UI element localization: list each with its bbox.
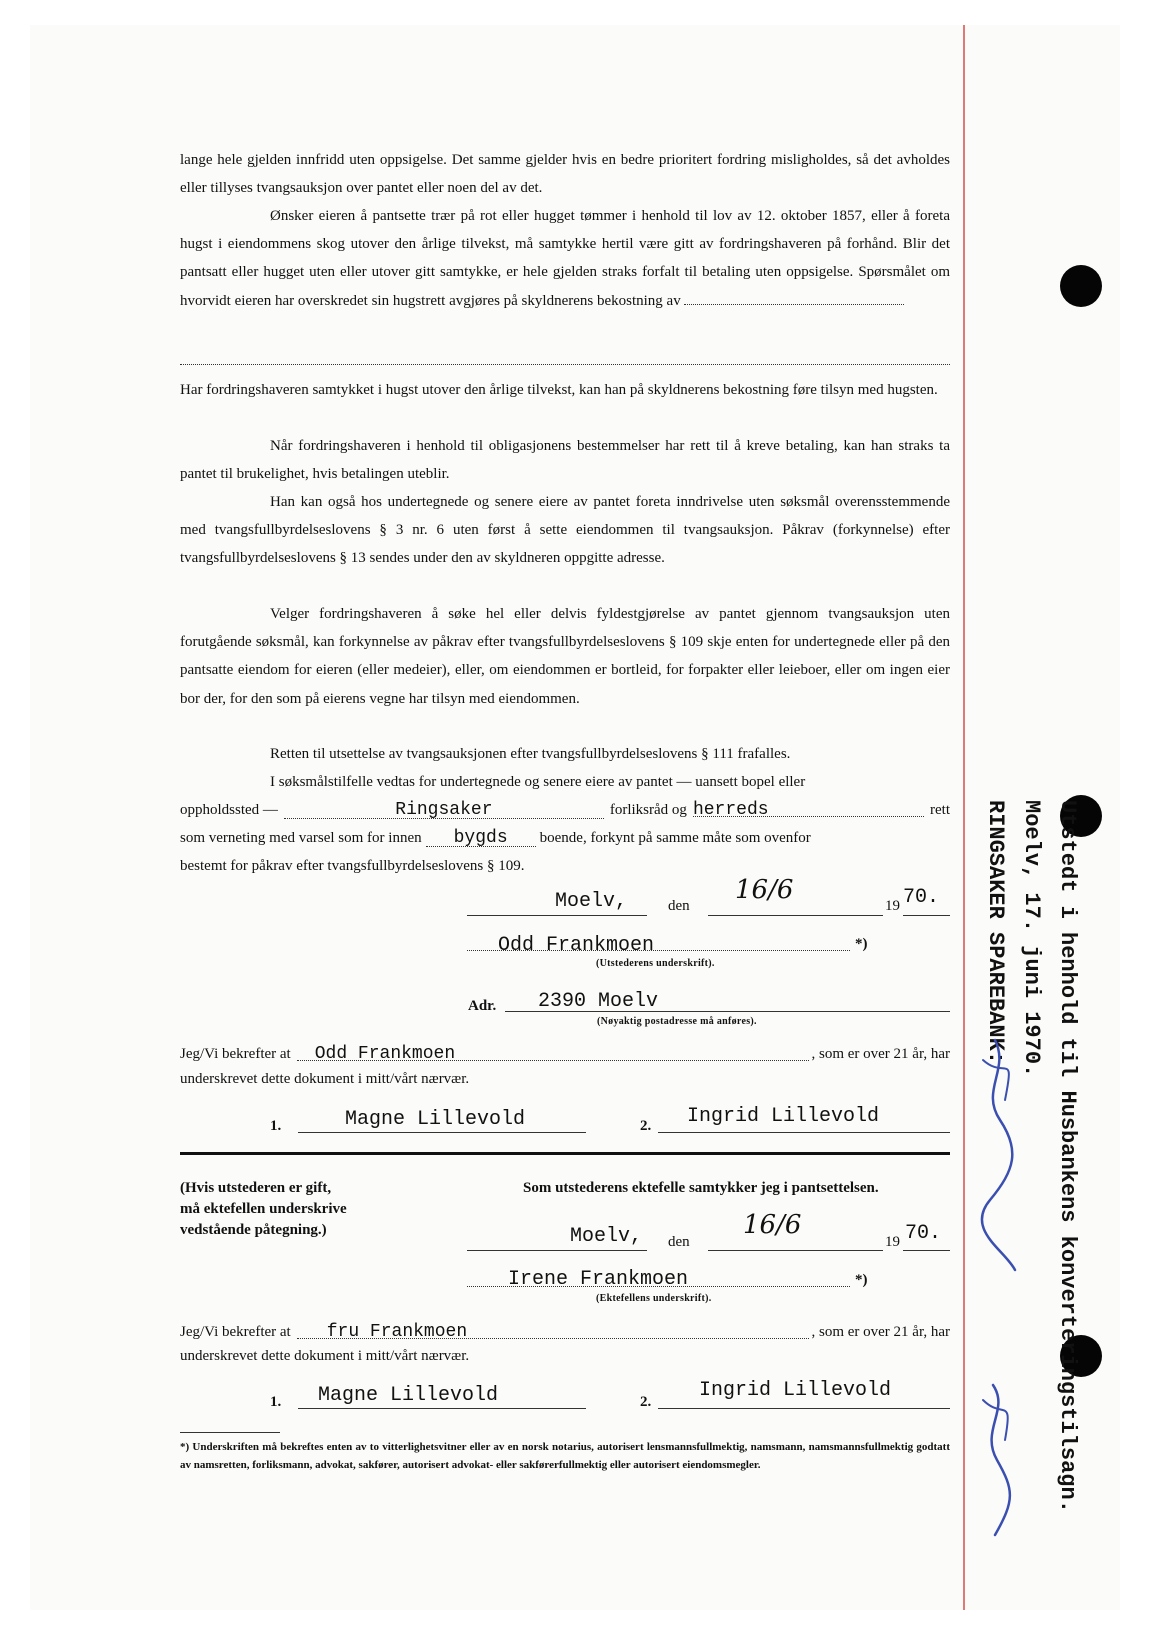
witness2-line-2: [658, 1408, 950, 1409]
witness2-label: Jeg/Vi bekrefter at: [180, 1324, 291, 1340]
issuer-place-line: [467, 915, 647, 916]
forliksrad-value: herreds: [692, 800, 769, 820]
paragraph-8: I søksmålstilfelle vedtas for undertegnede og senere eiere av pantet — uansett bopel eller: [270, 774, 806, 790]
paragraph-5: Han kan også hos undertegnede og senere eiere av pantet foreta inndrivelse uten søksmål overensstemmende med tvangsfullbyrdelseslovens § 3 nr. 6 uten først å sette eiendommen til tvangsauksjon. Påkrav (forkynnelse) efter tvangsfullbyrdelseslovens § 13 sendes under den av skyldneren oppgitte adresse.: [180, 494, 950, 567]
spouse-date: 16/6: [743, 1210, 802, 1240]
issuer-century: 19: [885, 898, 900, 914]
oppholdssted-value: Ringsaker: [395, 800, 493, 820]
paragraph-3: Har fordringshaveren samtykket i hugst utover den årlige tilvekst, kan han på skyldnerens bekostning føre tilsyn med hugsten.: [180, 382, 938, 398]
spouse-place: Moelv,: [570, 1225, 643, 1248]
spouse-year: 70.: [905, 1222, 942, 1245]
issuer-signature-caption: (Utstederens underskrift).: [596, 958, 715, 969]
venue-line: [180, 796, 950, 824]
witness1-signature-1: Magne Lillevold: [345, 1108, 526, 1131]
witness1-label-line2: underskrevet dette dokument i mitt/vårt nærvær.: [180, 1071, 470, 1087]
paragraph-1: lange hele gjelden innfridd uten oppsigelse. Det samme gjelder hvis en bedre prioritert fordring misligholdes, så det avholdes eller tillyses tvangsauksjon over pantet eller noen del av det.: [180, 152, 950, 197]
label-verneting: som verneting med varsel som for innen: [180, 830, 422, 846]
spouse-asterisk: *): [855, 1272, 868, 1288]
issuer-year: 70.: [903, 886, 940, 909]
label-rett: rett: [930, 802, 950, 818]
witness1-signature-2: Ingrid Lillevold: [687, 1105, 880, 1128]
issuer-asterisk: *): [855, 936, 868, 952]
bestemt-line: bestemt for påkrav efter tvangsfullbyrdelseslovens § 109.: [180, 858, 525, 874]
label-boende: boende, forkynt på samme måte som ovenfor: [539, 830, 811, 846]
spouse-century: 19: [885, 1234, 900, 1250]
dotted-line: [180, 364, 950, 365]
issuer-year-line: [903, 915, 950, 916]
issuer-den: den: [668, 898, 690, 914]
stamp-line-2: Moelv, 17. juni 1970.: [1019, 800, 1044, 1078]
spouse-note-line-1: (Hvis utstederen er gift,: [180, 1180, 332, 1196]
spouse-note-line-3: vedstående påtegning.): [180, 1222, 327, 1238]
paragraph-6: Velger fordringshaveren å søke hel eller delvis fyldestgjørelse av pantet gjennom tvangsauksjon uten forutgående søksmål, kan forkynnelse av påkrav efter tvangsfullbyrdelseslovens § 109 skje enten for undertegnede eller på den pantsatte eiendom for eieren (eller medeier), eller, om eiendommen er bortleid, for forpakter eller leieboer, eller om ingen eier bor der, for den som på eierens vegne har tilsyn med eiendommen.: [180, 606, 950, 707]
witness2-line-1: [298, 1408, 586, 1409]
label-oppholdssted: oppholdssted —: [180, 802, 278, 818]
witness2-signature-2: Ingrid Lillevold: [699, 1379, 892, 1402]
section-divider: [180, 1152, 950, 1155]
spouse-consent: Som utstederens ektefelle samtykker jeg i pantsettelsen.: [523, 1180, 879, 1196]
witness1-label: Jeg/Vi bekrefter at: [180, 1046, 291, 1062]
verneting-line: [180, 824, 950, 852]
spouse-year-line: [903, 1250, 950, 1251]
issuer-place: Moelv,: [555, 890, 628, 913]
witness1-line-2: [658, 1132, 950, 1133]
footnote-rule: [180, 1432, 280, 1433]
witness2-confirmed-name: fru Frankmoen: [326, 1322, 468, 1342]
bank-signature-2: [975, 1380, 1030, 1540]
punch-hole-top: [1060, 265, 1102, 307]
witness2-number-1: 1.: [270, 1394, 282, 1410]
bank-signature-1: [975, 1030, 1030, 1280]
witness2-signature-1: Magne Lillevold: [318, 1384, 499, 1407]
witness1-number-2: 2.: [640, 1118, 652, 1134]
spouse-den: den: [668, 1234, 690, 1250]
margin-line: [963, 25, 965, 1610]
witness2-label-line2: underskrevet dette dokument i mitt/vårt nærvær.: [180, 1348, 470, 1364]
stamp-line-1: Utstedt i henhold til Husbankens konverteringstilsagn.: [1055, 800, 1080, 1513]
issuer-signature: Odd Frankmoen: [498, 934, 655, 957]
footnote: *) Underskriften må bekreftes enten av to vitterlighetsvitner eller av en norsk notarius, autorisert lensmannsfullmektig, namsmann, namsmannsfullmektig godtatt av namsretten, forliksmann, advokat, sakfører, autorisert advokat- eller sakførerfullmektig eller autorisert eiendomsmegler.: [180, 1441, 950, 1471]
issuer-date: 16/6: [735, 875, 794, 905]
label-forliksrad: forliksråd og: [609, 802, 687, 818]
paragraph-2: Ønsker eieren å pantsette trær på rot eller hugget tømmer i henhold til lov av 12. oktober 1857, eller å foreta hugst i eiendommens skog utover den årlige tilvekst, må samtykke hertil være gitt av fordringshaveren på forhånd. Blir det pantsatt eller hugget uten eller utover gitt samtykke, er hele gjelden straks forfalt til betaling uten oppsigelse. Spørsmålet om hvorvidt eieren har overskredet sin hugstrett avgjøres på skyldnerens bekostning av: [180, 208, 950, 309]
witness2-label-end: , som er over 21 år, har: [811, 1324, 950, 1340]
issuer-date-line: [708, 915, 883, 916]
paragraph-7: Retten til utsettelse av tvangsauksjonen efter tvangsfullbyrdelseslovens § 111 frafalles.: [270, 746, 791, 762]
witness1-line-1: [298, 1132, 586, 1133]
witness2-number-2: 2.: [640, 1394, 652, 1410]
adr-label: Adr.: [468, 998, 497, 1014]
spouse-note-line-2: må ektefellen underskrive: [180, 1201, 347, 1217]
spouse-signature-caption: (Ektefellens underskrift).: [596, 1293, 712, 1304]
spouse-signature: Irene Frankmoen: [508, 1268, 689, 1291]
paragraph-4: Når fordringshaveren i henhold til obligasjonens bestemmelser har rett til å kreve betaling, kan han straks ta pantet til brukelighet, hvis betalingen uteblir.: [180, 438, 950, 483]
spouse-note: [180, 1178, 347, 1241]
witness1-number-1: 1.: [270, 1118, 282, 1134]
witness1-label-end: , som er over 21 år, har: [811, 1046, 950, 1062]
witness1-confirm-line: [180, 1040, 950, 1068]
verneting-value: bygds: [453, 828, 508, 848]
spouse-date-line: [708, 1250, 883, 1251]
stamp-line-3: RINGSAKER SPAREBANK:: [983, 800, 1008, 1065]
witness1-confirmed-name: Odd Frankmoen: [314, 1044, 456, 1064]
issuer-address: 2390 Moelv: [538, 990, 659, 1013]
address-caption: (Nøyaktig postadresse må anføres).: [597, 1016, 757, 1027]
spouse-place-line: [467, 1250, 647, 1251]
